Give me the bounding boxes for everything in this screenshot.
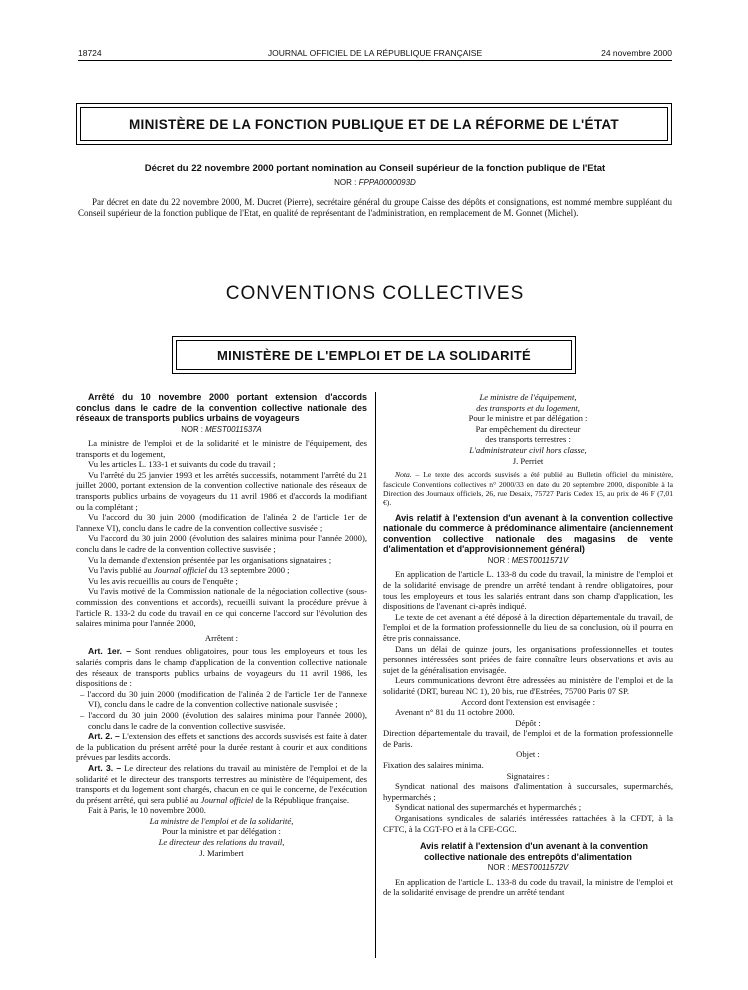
ministry-heading-emploi: MINISTÈRE DE L'EMPLOI ET DE LA SOLIDARITÉ <box>176 340 572 370</box>
decree-nor <box>78 178 672 187</box>
paragraph: Vu la demande d'extension présentée par les organisations signataires ; <box>88 554 332 565</box>
paragraph: Vu l'avis motivé de la Commission nationale de la négociation collective (sous-commission des conventions et accords), recueilli suivant la procédure prévue à l'article R. 133-2 du code du travail en ce qui concerne l'accord sur l'évolution des salaires minima pour l'année 2000, <box>76 586 367 629</box>
paragraph: Le texte de cet avenant a été déposé à la direction départementale du travail, de l'emploi et de la formation professionnelle du lieu de sa conclusion, où il pourra en être pris connaissance. <box>383 611 673 643</box>
section-title: CONVENTIONS COLLECTIVES <box>225 283 525 304</box>
signatory-name: J. Perriet <box>512 455 544 466</box>
text: Vu l'avis publié au <box>88 565 152 576</box>
right-column <box>383 392 673 898</box>
signature-line: La ministre de l'emploi et de la solidarité, <box>149 815 294 826</box>
column-divider <box>375 392 376 958</box>
nor-label: NOR : <box>487 555 510 565</box>
nota <box>383 470 673 508</box>
avis1-nor <box>383 556 673 567</box>
article-label: Art. 1er. – <box>88 646 132 657</box>
article-3 <box>76 763 367 805</box>
subheading: Signataires : <box>506 770 550 781</box>
nota-label: Nota. – <box>395 470 420 480</box>
nor-code: MEST0011572V <box>511 863 569 873</box>
issue-date: 24 novembre 2000 <box>601 48 672 58</box>
paragraph: Fixation des salaires minima. <box>383 760 484 771</box>
paragraph: En application de l'article L. 133-8 du code du travail, la ministre de l'emploi et de la solidarité envisage de prendre un arrêté tendant <box>383 876 673 898</box>
paragraph: Vu les articles L. 133-1 et suivants du code du travail ; <box>88 459 276 470</box>
dash-item: – l'accord du 30 juin 2000 (modification de l'alinéa 2 de l'article 1er de l'annexe VI), conclu dans le cadre de la convention collective nationale susvisée ; <box>80 688 367 710</box>
avis1-title: Avis relatif à l'extension d'un avenant à la convention collective nationale du commerce à prédominance alimentaire (anciennement convention collective nationale des magasins de vente d'alimentation et d'approvisionnement général) <box>383 512 673 555</box>
arrete-title: Arrêté du 10 novembre 2000 portant extension d'accords conclus dans le cadre de la convention collective nationale des réseaux de transports publics urbains de voyageurs <box>76 392 367 423</box>
nor-label: NOR : <box>487 863 510 873</box>
paragraph: Direction départementale du travail, de l'emploi et de la formation professionnelle de Paris. <box>383 728 673 749</box>
paragraph: Vu l'arrêté du 25 janvier 1993 et les arrêtés successifs, notamment l'arrêté du 21 juillet 2000, portant extension de la convention collective nationale des réseaux de transports publics urbains de voyageurs du 11 avril 1986 et d'accords la modifiant ou la complétant ; <box>76 469 367 512</box>
paragraph: Vu les avis recueillis au cours de l'enquête ; <box>88 575 238 586</box>
decree-title: Décret du 22 novembre 2000 portant nomination au Conseil supérieur de la fonction publique de l'Etat <box>144 163 606 174</box>
nor-code: FPPA0000093D <box>358 178 416 187</box>
nor-label: NOR : <box>181 424 203 434</box>
paragraph: Syndicat national des maisons d'alimentation à succursales, supermarchés, hypermarchés ; <box>383 781 673 802</box>
page-number: 18724 <box>78 48 102 58</box>
text: Le texte des accords susvisés a été publié au Bulletin officiel du ministère, fascicule Conventions collectives n° 2000/33 en date du 20 septembre 2000, disponible à la Direction des Journaux officiels, 26, rue Desaix, 75727 Paris Cedex 15, au prix de 46 F (7,01 €). <box>383 470 673 508</box>
ministry-heading-fonction-publique: MINISTÈRE DE LA FONCTION PUBLIQUE ET DE LA RÉFORME DE L'ÉTAT <box>80 107 668 141</box>
place-date: Fait à Paris, le 10 novembre 2000. <box>88 805 206 816</box>
dash-item: – l'accord du 30 juin 2000 (évolution des salaires minima pour l'année 2000), conclu dans le cadre de la convention collective susvisée. <box>80 709 367 731</box>
article-label: Art. 2. – <box>88 731 120 742</box>
header-rule <box>78 60 672 61</box>
text: du 13 septembre 2000 ; <box>208 565 290 576</box>
arretent-heading: Arrêtent : <box>204 632 239 643</box>
paragraph: Leurs communications devront être adressées au ministère de l'emploi et de la solidarité (DRT, bureau NC 1), 20 bis, rue d'Estrées, 75700 Paris 07 SP. <box>383 675 673 696</box>
signatory-name: J. Marimbert <box>199 847 244 858</box>
arrete-nor <box>76 425 367 436</box>
avis2-title: Avis relatif à l'extension d'un avenant à la convention collective nationale des entrepôts d'alimentation <box>419 841 648 862</box>
text: de la République française. <box>255 794 350 805</box>
paragraph: Vu l'accord du 30 juin 2000 (évolution des salaires minima pour l'année 2000), conclu dans le cadre de la convention collective susvisée ; <box>76 533 367 555</box>
nor-code: MEST0011571V <box>511 555 569 565</box>
paragraph: Dans un délai de quinze jours, les organisations professionnelles et toutes personnes intéressées sont priées de faire connaître leurs observations et avis au sujet de la généralisation envisagée. <box>383 643 673 675</box>
journal-reference: Journal officiel <box>153 565 207 576</box>
subheading: Accord dont l'extension est envisagée : <box>461 696 595 707</box>
signature-line: L'administrateur civil hors classe, <box>469 444 587 455</box>
signature-line: Le directeur des relations du travail, <box>158 837 285 848</box>
paragraph: Organisations syndicales de salariés intéressées rattachées à la CFDT, à la CFTC, à la CGT-FO et à la CFE-CGC. <box>383 813 673 834</box>
avis2-nor <box>383 863 673 874</box>
paragraph: Avenant n° 81 du 11 octobre 2000. <box>395 707 515 718</box>
journal-title: JOURNAL OFFICIEL DE LA RÉPUBLIQUE FRANÇAISE <box>267 48 483 58</box>
article-1 <box>76 646 367 688</box>
text: Sont rendues obligatoires, pour tous les employeurs et tous les salariés compris dans le champ d'application de la convention collective nationale des réseaux de transports publics urbains de voyageurs du 11 avril 1986, les dispositions de : <box>76 646 367 689</box>
signature-line: des transports terrestres : <box>485 434 571 445</box>
paragraph: Syndicat national des supermarchés et hypermarchés ; <box>395 802 582 813</box>
text: L'extension des effets et sanctions des accords susvisés est faite à dater de la publication du présent arrêté pour la durée restant à courir et aux conditions prévues par lesdits accords. <box>76 731 367 763</box>
article-2 <box>76 731 367 763</box>
paragraph: En application de l'article L. 133-8 du code du travail, la ministre de l'emploi et de la solidarité envisage de prendre un arrêté tendant à rendre obligatoires, pour tous les employeurs et tous les salariés entrant dans son champ d'application, les dispositions de l'avenant ci-après indiqué. <box>383 569 673 612</box>
signature-line: Le ministre de l'équipement, <box>479 392 577 402</box>
nor-code: MEST0011537A <box>205 424 262 434</box>
paragraph <box>76 565 367 576</box>
signature-line: Pour le ministre et par délégation : <box>468 413 588 424</box>
nor-label: NOR : <box>334 178 357 187</box>
left-column <box>76 392 367 858</box>
paragraph: Vu l'accord du 30 juin 2000 (modification de l'alinéa 2 de l'article 1er de l'annexe VI), conclu dans le cadre de la convention collective susvisée ; <box>76 512 367 533</box>
signature-line: Par empêchement du directeur <box>475 423 581 434</box>
article-label: Art. 3. – <box>88 762 122 773</box>
signature-line: Pour la ministre et par délégation : <box>162 826 281 837</box>
text: Le directeur des relations du travail au ministère de l'emploi et de la solidarité et le directeur des transports terrestres au ministère de l'équipement, des transports et du logement sont chargés, chacun en ce qui le concerne, de l'exécution du présent arrêté, qui sera publié au <box>76 762 367 805</box>
subheading: Objet : <box>516 749 540 760</box>
paragraph: La ministre de l'emploi et de la solidarité et le ministre de l'équipement, des transports et du logement, <box>76 438 367 459</box>
journal-reference: Journal officiel <box>200 794 254 805</box>
signature-line: des transports et du logement, <box>476 402 580 413</box>
subheading: Dépôt : <box>515 717 541 728</box>
decree-body: Par décret en date du 22 novembre 2000, M. Ducret (Pierre), secrétaire général du groupe Caisse des dépôts et consignations, est nommé membre suppléant du Conseil supérieur de la fonction publique de l'Etat, en qualité de représentant de l'administration, en remplacement de M. Gonnet (Michel). <box>78 197 672 218</box>
